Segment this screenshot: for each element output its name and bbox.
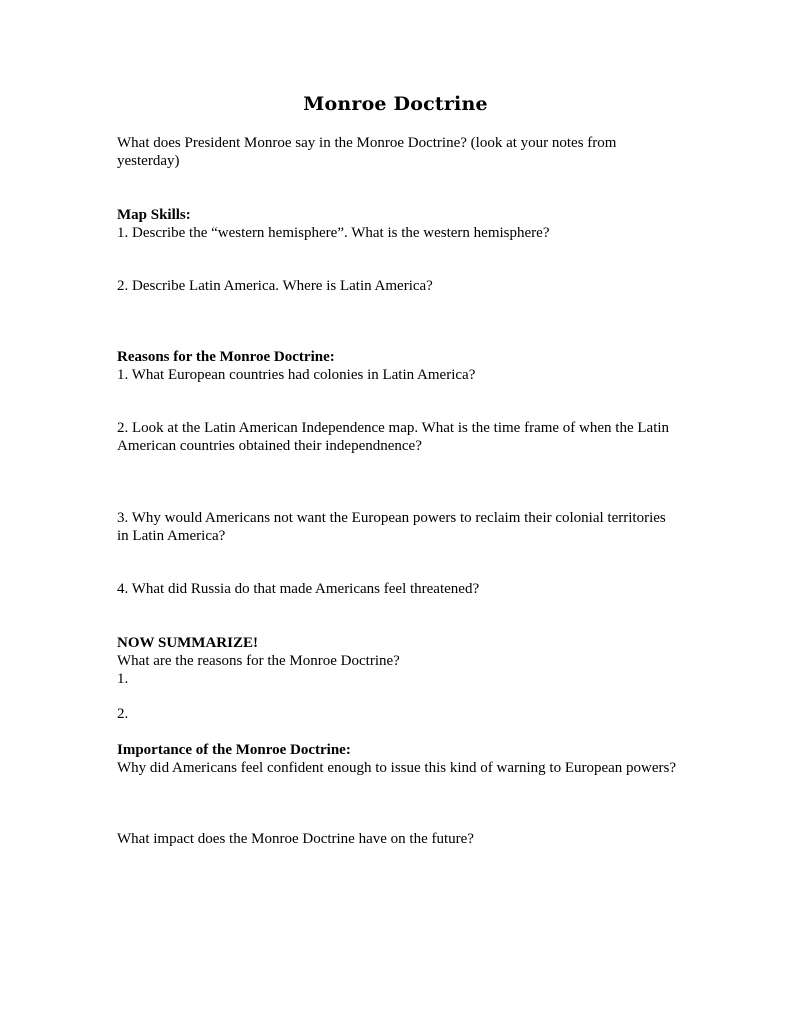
importance-section	[117, 741, 677, 777]
reasons-section	[117, 348, 677, 384]
summarize-section	[117, 634, 677, 688]
summarize-question: What are the reasons for the Monroe Doctrine?	[117, 653, 400, 669]
reasons-heading: Reasons for the Monroe Doctrine:	[117, 349, 335, 365]
intro-question	[117, 134, 677, 170]
reasons-question-2: 2. Look at the Latin American Independence map. What is the time frame of when the Latin American countries obtained their independnence?	[117, 420, 670, 454]
map-skills-section	[117, 206, 677, 242]
summarize-item-2-block	[117, 705, 677, 723]
importance-question-1: Why did Americans feel confident enough to issue this kind of warning to European powers?	[117, 760, 677, 776]
map-skills-heading: Map Skills:	[117, 207, 191, 223]
intro-question-text: What does President Monroe say in the Monroe Doctrine? (look at your notes from yesterday)	[117, 135, 617, 169]
reasons-question-3-block	[117, 509, 677, 545]
map-skills-question-2: 2. Describe Latin America. Where is Latin America?	[117, 278, 433, 294]
summarize-item-1: 1.	[117, 671, 129, 687]
reasons-question-2-block	[117, 419, 677, 455]
reasons-question-4: 4. What did Russia do that made Americans feel threatened?	[117, 581, 480, 597]
importance-question-2: What impact does the Monroe Doctrine have on the future?	[117, 831, 474, 847]
reasons-question-1: 1. What European countries had colonies in Latin America?	[117, 367, 476, 383]
summarize-heading: NOW SUMMARIZE!	[117, 635, 258, 651]
map-skills-question-1: 1. Describe the “western hemisphere”. What is the western hemisphere?	[117, 225, 550, 241]
summarize-item-2: 2.	[117, 706, 129, 722]
map-skills-question-2-block	[117, 277, 677, 295]
reasons-question-4-block	[117, 580, 677, 598]
importance-question-2-block	[117, 830, 677, 848]
importance-heading: Importance of the Monroe Doctrine:	[117, 742, 351, 758]
reasons-question-3: 3. Why would Americans not want the European powers to reclaim their colonial territories in Latin America?	[117, 510, 666, 544]
page-title: Monroe Doctrine	[303, 93, 488, 115]
